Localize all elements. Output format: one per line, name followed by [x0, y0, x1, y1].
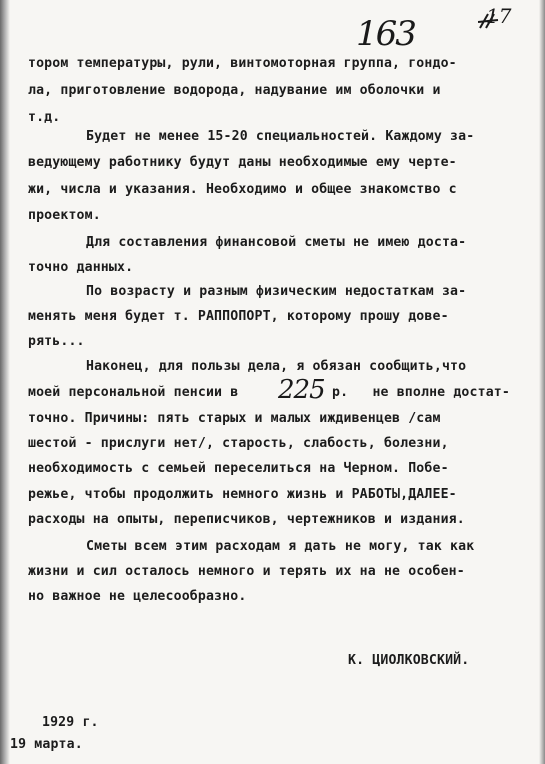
document-date: 19 марта.: [10, 737, 83, 752]
body-line: р. не вполне достат-: [332, 385, 510, 400]
body-line: необходимость с семьей переселиться на Черном. Побе-: [28, 461, 449, 476]
body-line: моей персональной пенсии в: [28, 385, 239, 400]
body-line: ведующему работнику будут даны необходимые ему черте-: [28, 155, 457, 170]
signature: К. ЦИОЛКОВСКИЙ.: [348, 653, 470, 668]
document-year: 1929 г.: [42, 715, 99, 730]
body-line: жизни и сил осталось немного и терять их на не особен-: [28, 564, 465, 579]
body-line: проектом.: [28, 208, 101, 223]
body-line: менять меня будет т. РАППОПОРТ, которому прошу дове-: [28, 309, 449, 324]
scan-edge-right: [539, 0, 545, 764]
body-line: Для составления финансовой сметы не имею доста-: [86, 235, 467, 250]
body-line: Наконец, для пользы дела, я обязан сообщить,что: [86, 359, 467, 374]
body-line: точно. Причины: пять старых и малых иждивенцев /сам: [28, 411, 441, 426]
body-line: режье, чтобы продолжить немного жизнь и РАБОТЫ,ДАЛЕЕ-: [28, 487, 457, 502]
body-line: т.д.: [28, 110, 61, 125]
handwritten-archive-number: 17: [486, 4, 512, 28]
body-line: рять...: [28, 334, 85, 349]
body-line: По возрасту и разным физическим недостаткам за-: [86, 284, 467, 299]
body-line: но важное не целесообразно.: [28, 589, 247, 604]
body-line: жи, числа и указания. Необходимо и общее знакомство с: [28, 182, 457, 197]
body-line: шестой - прислуги нет/, старость, слабость, болезни,: [28, 436, 449, 451]
body-line: Сметы всем этим расходам я дать не могу, так как: [86, 539, 475, 554]
body-line: точно данных.: [28, 260, 134, 275]
body-line: ла, приготовление водорода, надувание им оболочки и: [28, 83, 441, 98]
handwritten-pension-amount: 225: [278, 375, 325, 405]
body-line: расходы на опыты, переписчиков, чертежников и издания.: [28, 512, 465, 527]
body-line: тором температуры, рули, винтомоторная группа, гондо-: [28, 56, 457, 71]
scan-edge-left: [0, 0, 10, 764]
handwritten-page-number: 163: [356, 14, 415, 54]
body-line: Будет не менее 15-20 специальностей. Каждому за-: [86, 129, 475, 144]
